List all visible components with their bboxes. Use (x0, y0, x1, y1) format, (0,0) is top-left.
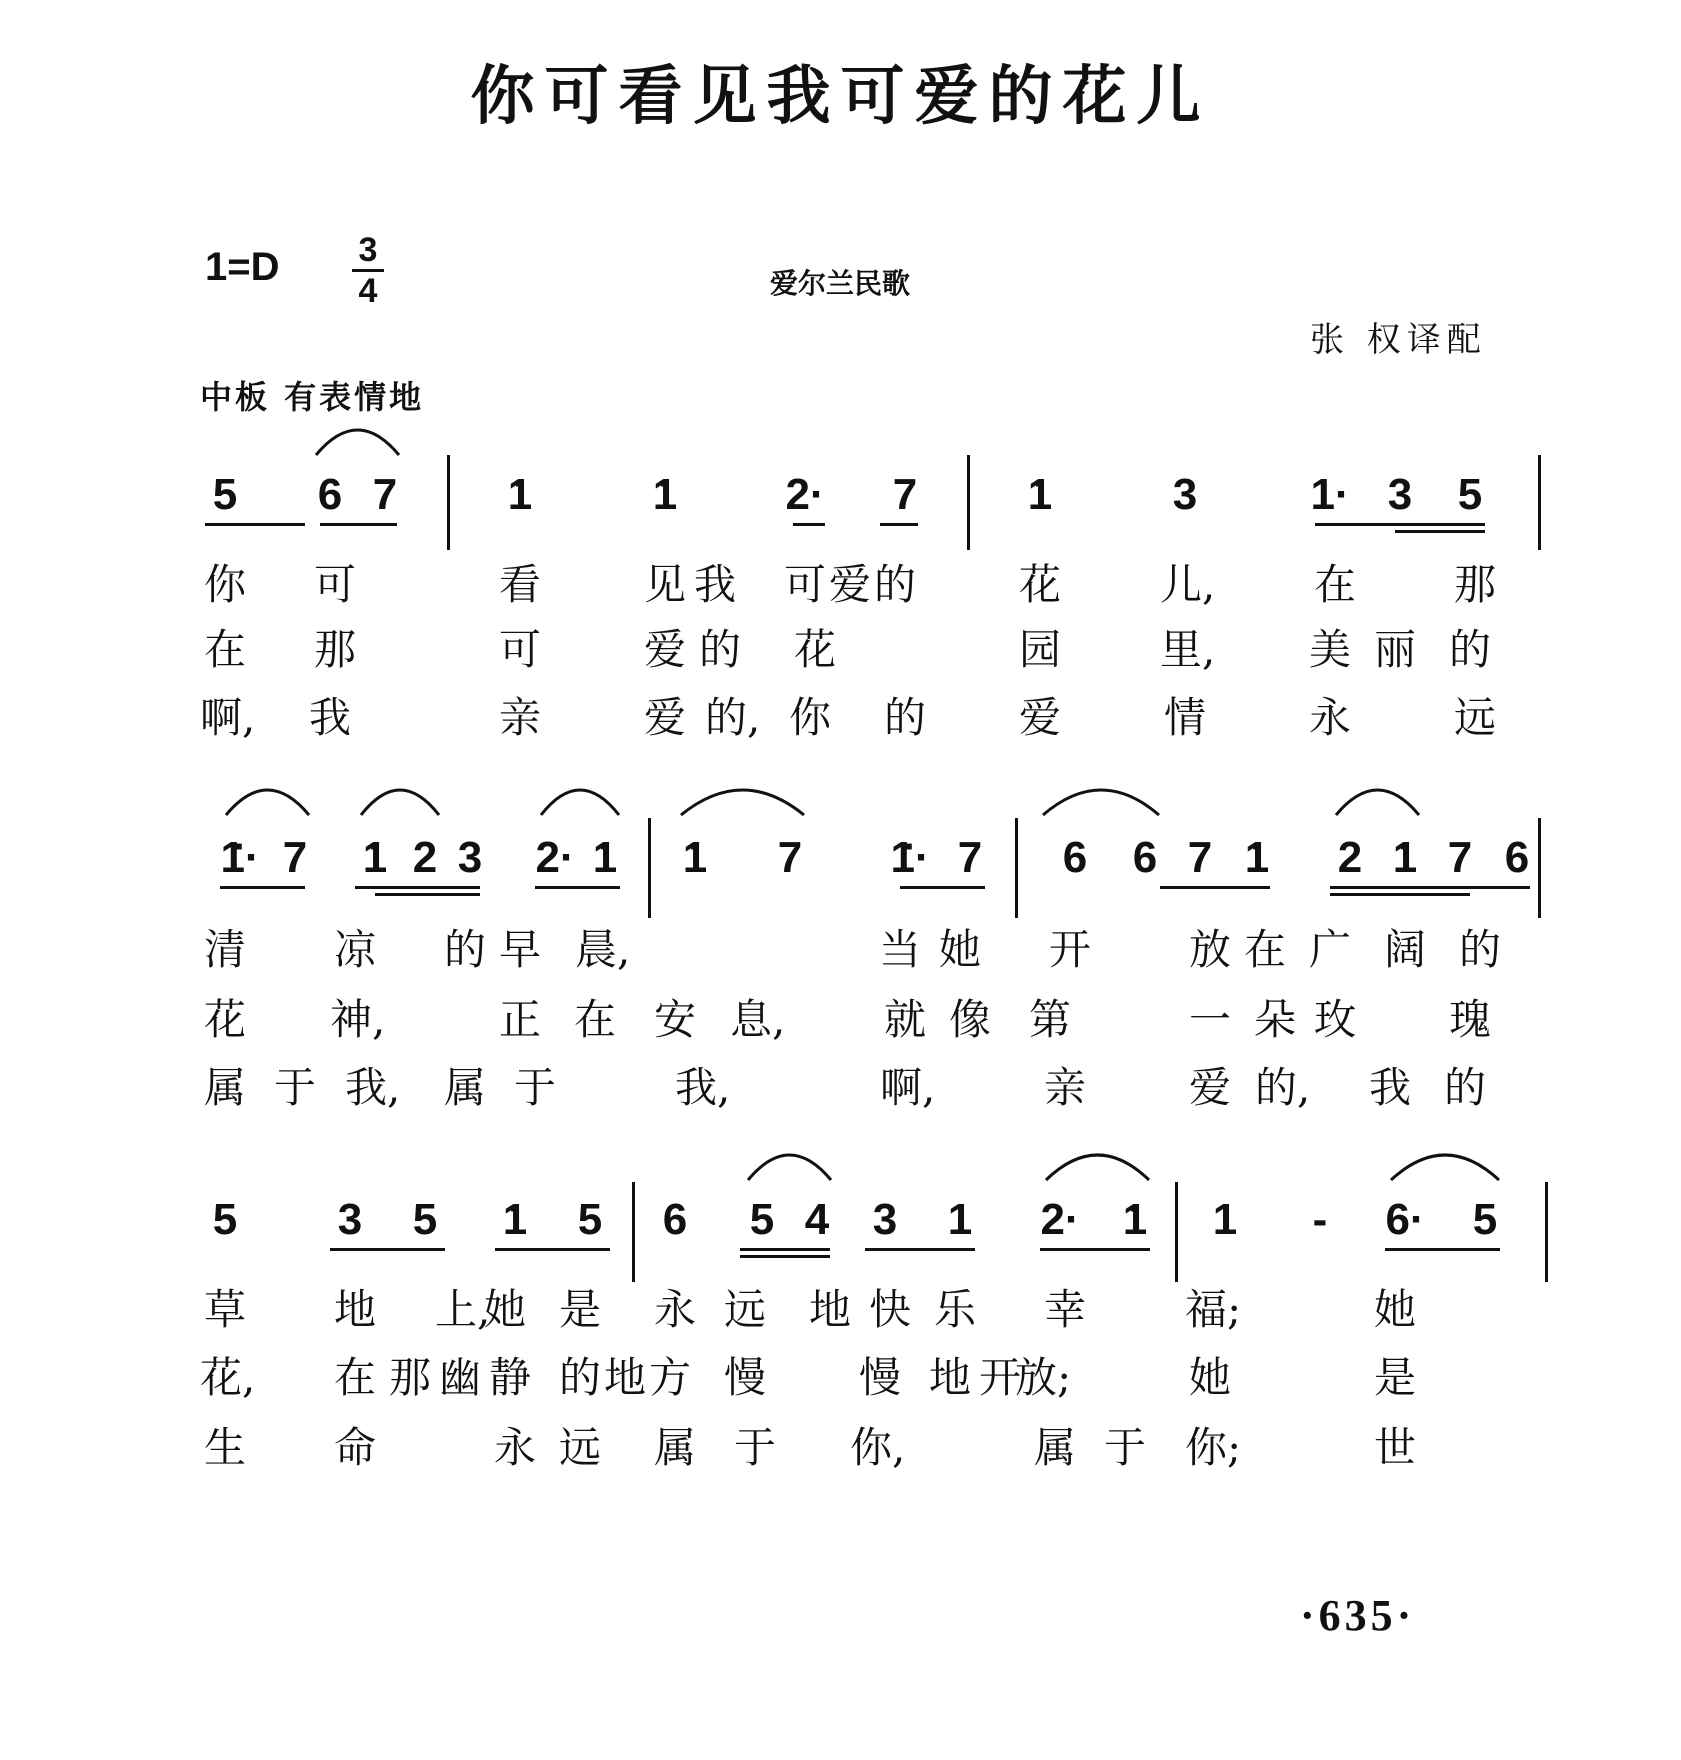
lyric-syllable: 你; (1185, 1423, 1242, 1472)
lyric-syllable: 第 (1028, 995, 1071, 1044)
lyric-syllable: 开 (1048, 925, 1091, 974)
jianpu-note: 4 (804, 1195, 830, 1244)
jianpu-note: 1 · (1237, 836, 1277, 880)
lyric-syllable: 在 (333, 1353, 376, 1402)
lyric-syllable: 的 (558, 1353, 601, 1402)
jianpu-note: 1· · (890, 836, 930, 880)
jianpu-note: 1 (1212, 1195, 1238, 1244)
lyric-syllable: 的 (873, 560, 916, 609)
jianpu-note: 6· (1385, 1195, 1425, 1244)
lyric-syllable: 玫 (1313, 995, 1356, 1044)
lyric-syllable: 生 (203, 1423, 246, 1472)
jianpu-note: 1 · (645, 473, 685, 517)
lyric-syllable: 命 (333, 1423, 376, 1472)
jianpu-note: 3 (457, 833, 483, 882)
lyric-syllable: 于 (733, 1423, 776, 1472)
jianpu-note: 6 (1132, 833, 1158, 882)
jianpu-note: 5 (212, 470, 238, 519)
lyric-syllable: 见 (643, 560, 686, 609)
lyric-syllable: 美 (1308, 625, 1351, 674)
lyric-syllable: 方 (648, 1353, 691, 1402)
lyric-syllable: 她 (1373, 1285, 1416, 1334)
jianpu-note: 2 (412, 833, 438, 882)
jianpu-note: 5 (1457, 470, 1483, 519)
lyric-syllable: 的 (883, 693, 926, 742)
lyric-syllable: 永 (493, 1423, 536, 1472)
lyric-syllable: 静 (488, 1353, 531, 1402)
lyric-syllable: 花 (1018, 560, 1061, 609)
song-origin: 爱尔兰民歌 (770, 267, 911, 300)
lyric-syllable: 在 (1243, 925, 1286, 974)
lyric-syllable: 的 (698, 625, 741, 674)
lyric-syllable: 里, (1160, 625, 1216, 674)
lyric-syllable: 的 (1443, 1063, 1486, 1112)
jianpu-note: 6 (1504, 833, 1530, 882)
jianpu-note: 1 · (675, 836, 715, 880)
lyric-syllable: 属 (653, 1423, 696, 1472)
lyric-syllable: 我, (345, 1063, 401, 1112)
lyric-syllable: 属 (1033, 1423, 1076, 1472)
lyric-syllable: 幽 (438, 1353, 481, 1402)
lyric-syllable: 就 (883, 995, 926, 1044)
lyric-syllable: 开 (978, 1353, 1021, 1402)
lyric-syllable: 你 (203, 560, 246, 609)
lyric-syllable: 的 (1448, 625, 1491, 674)
jianpu-note: 1 · (1115, 1198, 1155, 1242)
lyric-syllable: 广 (1308, 925, 1351, 974)
time-signature-top: 3 (358, 231, 378, 269)
lyric-syllable: 我 (308, 693, 351, 742)
jianpu-note: 1 (947, 1195, 973, 1244)
jianpu-note: 7 (957, 833, 983, 882)
lyric-syllable: 我 (1368, 1063, 1411, 1112)
lyric-syllable: 花 (203, 995, 246, 1044)
lyric-syllable: 息, (730, 995, 786, 1044)
lyric-syllable: 于 (513, 1063, 556, 1112)
lyric-syllable: 爱 (1018, 693, 1061, 742)
jianpu-note: 1· (1310, 470, 1350, 519)
lyric-syllable: 远 (723, 1285, 766, 1334)
lyric-syllable: 一 (1188, 995, 1231, 1044)
jianpu-note: 5 (212, 1195, 238, 1244)
lyric-syllable: 慢 (858, 1353, 901, 1402)
lyric-syllable: 的, (705, 693, 761, 742)
lyric-syllable: 草 (203, 1285, 246, 1334)
lyric-syllable: 属 (203, 1063, 246, 1112)
jianpu-note: 7 (1187, 833, 1213, 882)
jianpu-note: 1 · (1385, 836, 1425, 880)
lyric-syllable: 我, (675, 1063, 731, 1112)
lyric-syllable: 安 (653, 995, 696, 1044)
jianpu-note: 7 (1447, 833, 1473, 882)
slur (681, 790, 804, 815)
lyric-syllable: 花, (200, 1353, 256, 1402)
lyric-syllable: 清 (203, 925, 246, 974)
key-signature: 1=D (205, 245, 280, 289)
lyric-syllable: 可 (498, 625, 541, 674)
lyric-syllable: 儿, (1160, 560, 1216, 609)
lyric-syllable: 可 (313, 560, 356, 609)
jianpu-note: 1 · (1020, 473, 1060, 517)
lyric-syllable: 看 (498, 560, 541, 609)
slur (1046, 1155, 1149, 1180)
jianpu-note: 2· (785, 470, 825, 519)
jianpu-note: 6 (662, 1195, 688, 1244)
lyric-syllable: 那 (388, 1353, 431, 1402)
lyric-syllable: 福; (1185, 1285, 1242, 1334)
lyric-syllable: 爱 (643, 693, 686, 742)
lyric-syllable: 地 (928, 1353, 971, 1402)
jianpu-note: 3 (337, 1195, 363, 1244)
jianpu-note: 7 (892, 470, 918, 519)
lyric-syllable: 远 (558, 1423, 601, 1472)
lyric-syllable: 在 (573, 995, 616, 1044)
lyric-syllable: 属 (443, 1063, 486, 1112)
lyric-syllable: 爱 (828, 560, 871, 609)
lyric-syllable: 晨, (575, 925, 631, 974)
lyric-syllable: 朵 (1253, 995, 1296, 1044)
lyric-syllable: 当 (878, 925, 921, 974)
lyric-syllable: 像 (948, 995, 991, 1044)
lyric-syllable: 爱 (643, 625, 686, 674)
jianpu-note: 1 · (585, 836, 625, 880)
slur (361, 790, 439, 815)
jianpu-note: - (1312, 1195, 1328, 1244)
slur (1043, 790, 1159, 815)
slur (316, 430, 399, 455)
slur (1336, 790, 1419, 815)
lyric-syllable: 的 (443, 925, 486, 974)
lyric-syllable: 瑰 (1448, 995, 1491, 1044)
lyric-syllable: 你, (850, 1423, 906, 1472)
jianpu-note: 1 · (500, 473, 540, 517)
slur (748, 1155, 831, 1180)
jianpu-note: 1 · (355, 836, 395, 880)
jianpu-note: 5 (412, 1195, 438, 1244)
jianpu-note: 1 · (495, 1198, 535, 1242)
lyric-syllable: 放 (1188, 925, 1231, 974)
lyric-syllable: 那 (313, 625, 356, 674)
slur (226, 790, 309, 815)
jianpu-note: 6 (1062, 833, 1088, 882)
lyric-syllable: 她 (938, 925, 981, 974)
jianpu-note: 7 (777, 833, 803, 882)
jianpu-note: 2· (535, 833, 575, 882)
lyric-syllable: 啊, (880, 1063, 936, 1112)
lyric-syllable: 在 (1313, 560, 1356, 609)
jianpu-note: 3 (1172, 470, 1198, 519)
tempo-marking: 中板 有表情地 (200, 378, 425, 416)
lyric-syllable: 的, (1255, 1063, 1311, 1112)
lyric-syllable: 凉 (333, 925, 376, 974)
lyric-syllable: 情 (1163, 693, 1206, 742)
lyric-syllable: 早 (498, 925, 541, 974)
jianpu-note: 5 (749, 1195, 775, 1244)
lyric-syllable: 地 (603, 1353, 646, 1402)
page-number: ·635· (1300, 1591, 1416, 1640)
lyric-syllable: 地 (333, 1285, 376, 1334)
arranger-credit: 张 权译配 (1310, 320, 1487, 360)
jianpu-note: 6 (317, 470, 343, 519)
jianpu-note: 2 (1337, 833, 1363, 882)
lyric-syllable: 幸 (1043, 1285, 1086, 1334)
lyric-syllable: 她 (1188, 1353, 1231, 1402)
lyric-syllable: 是 (1373, 1353, 1416, 1402)
lyric-syllable: 爱 (1188, 1063, 1231, 1112)
lyric-syllable: 于 (273, 1063, 316, 1112)
lyric-syllable: 慢 (723, 1353, 766, 1402)
lyric-syllable: 我 (693, 560, 736, 609)
lyric-syllable: 于 (1103, 1423, 1146, 1472)
lyric-syllable: 那 (1453, 560, 1496, 609)
jianpu-note: 3 (1387, 470, 1413, 519)
lyric-syllable: 快 (868, 1285, 911, 1334)
lyric-syllable: 亲 (1043, 1063, 1086, 1112)
lyric-syllable: 神, (330, 995, 386, 1044)
lyric-syllable: 花 (793, 625, 836, 674)
lyric-syllable: 地 (808, 1285, 851, 1334)
lyric-syllable: 可 (783, 560, 826, 609)
lyric-syllable: 亲 (498, 693, 541, 742)
lyric-syllable: 世 (1373, 1423, 1416, 1472)
lyric-syllable: 是 (558, 1285, 601, 1334)
lyric-syllable: 她 (483, 1285, 526, 1334)
jianpu-note: 3 (872, 1195, 898, 1244)
slur (1391, 1155, 1499, 1180)
lyric-syllable: 啊, (200, 693, 256, 742)
lyric-syllable: 你 (788, 693, 831, 742)
song-title: 你可看见我可爱的花儿 (470, 59, 1211, 134)
lyric-syllable: 在 (203, 625, 246, 674)
jianpu-note: 7 (282, 833, 308, 882)
lyric-syllable: 上, (435, 1285, 491, 1334)
jianpu-note: 5 (577, 1195, 603, 1244)
lyric-syllable: 园 (1018, 625, 1061, 674)
jianpu-note: 7 (372, 470, 398, 519)
time-signature-bottom: 4 (358, 272, 378, 310)
jianpu-note: 5 (1472, 1195, 1498, 1244)
lyric-syllable: 永 (1308, 693, 1351, 742)
lyric-syllable: 阔 (1383, 925, 1426, 974)
lyric-syllable: 乐 (933, 1285, 976, 1334)
slur (541, 790, 619, 815)
jianpu-note: 2· (1040, 1195, 1080, 1244)
lyric-syllable: 的 (1458, 925, 1501, 974)
lyric-syllable: 放; (1015, 1353, 1072, 1402)
lyric-syllable: 永 (653, 1285, 696, 1334)
lyric-syllable: 远 (1453, 693, 1496, 742)
lyric-syllable: 正 (498, 995, 541, 1044)
lyric-syllable: 丽 (1373, 625, 1416, 674)
jianpu-note: 1· · (220, 836, 260, 880)
